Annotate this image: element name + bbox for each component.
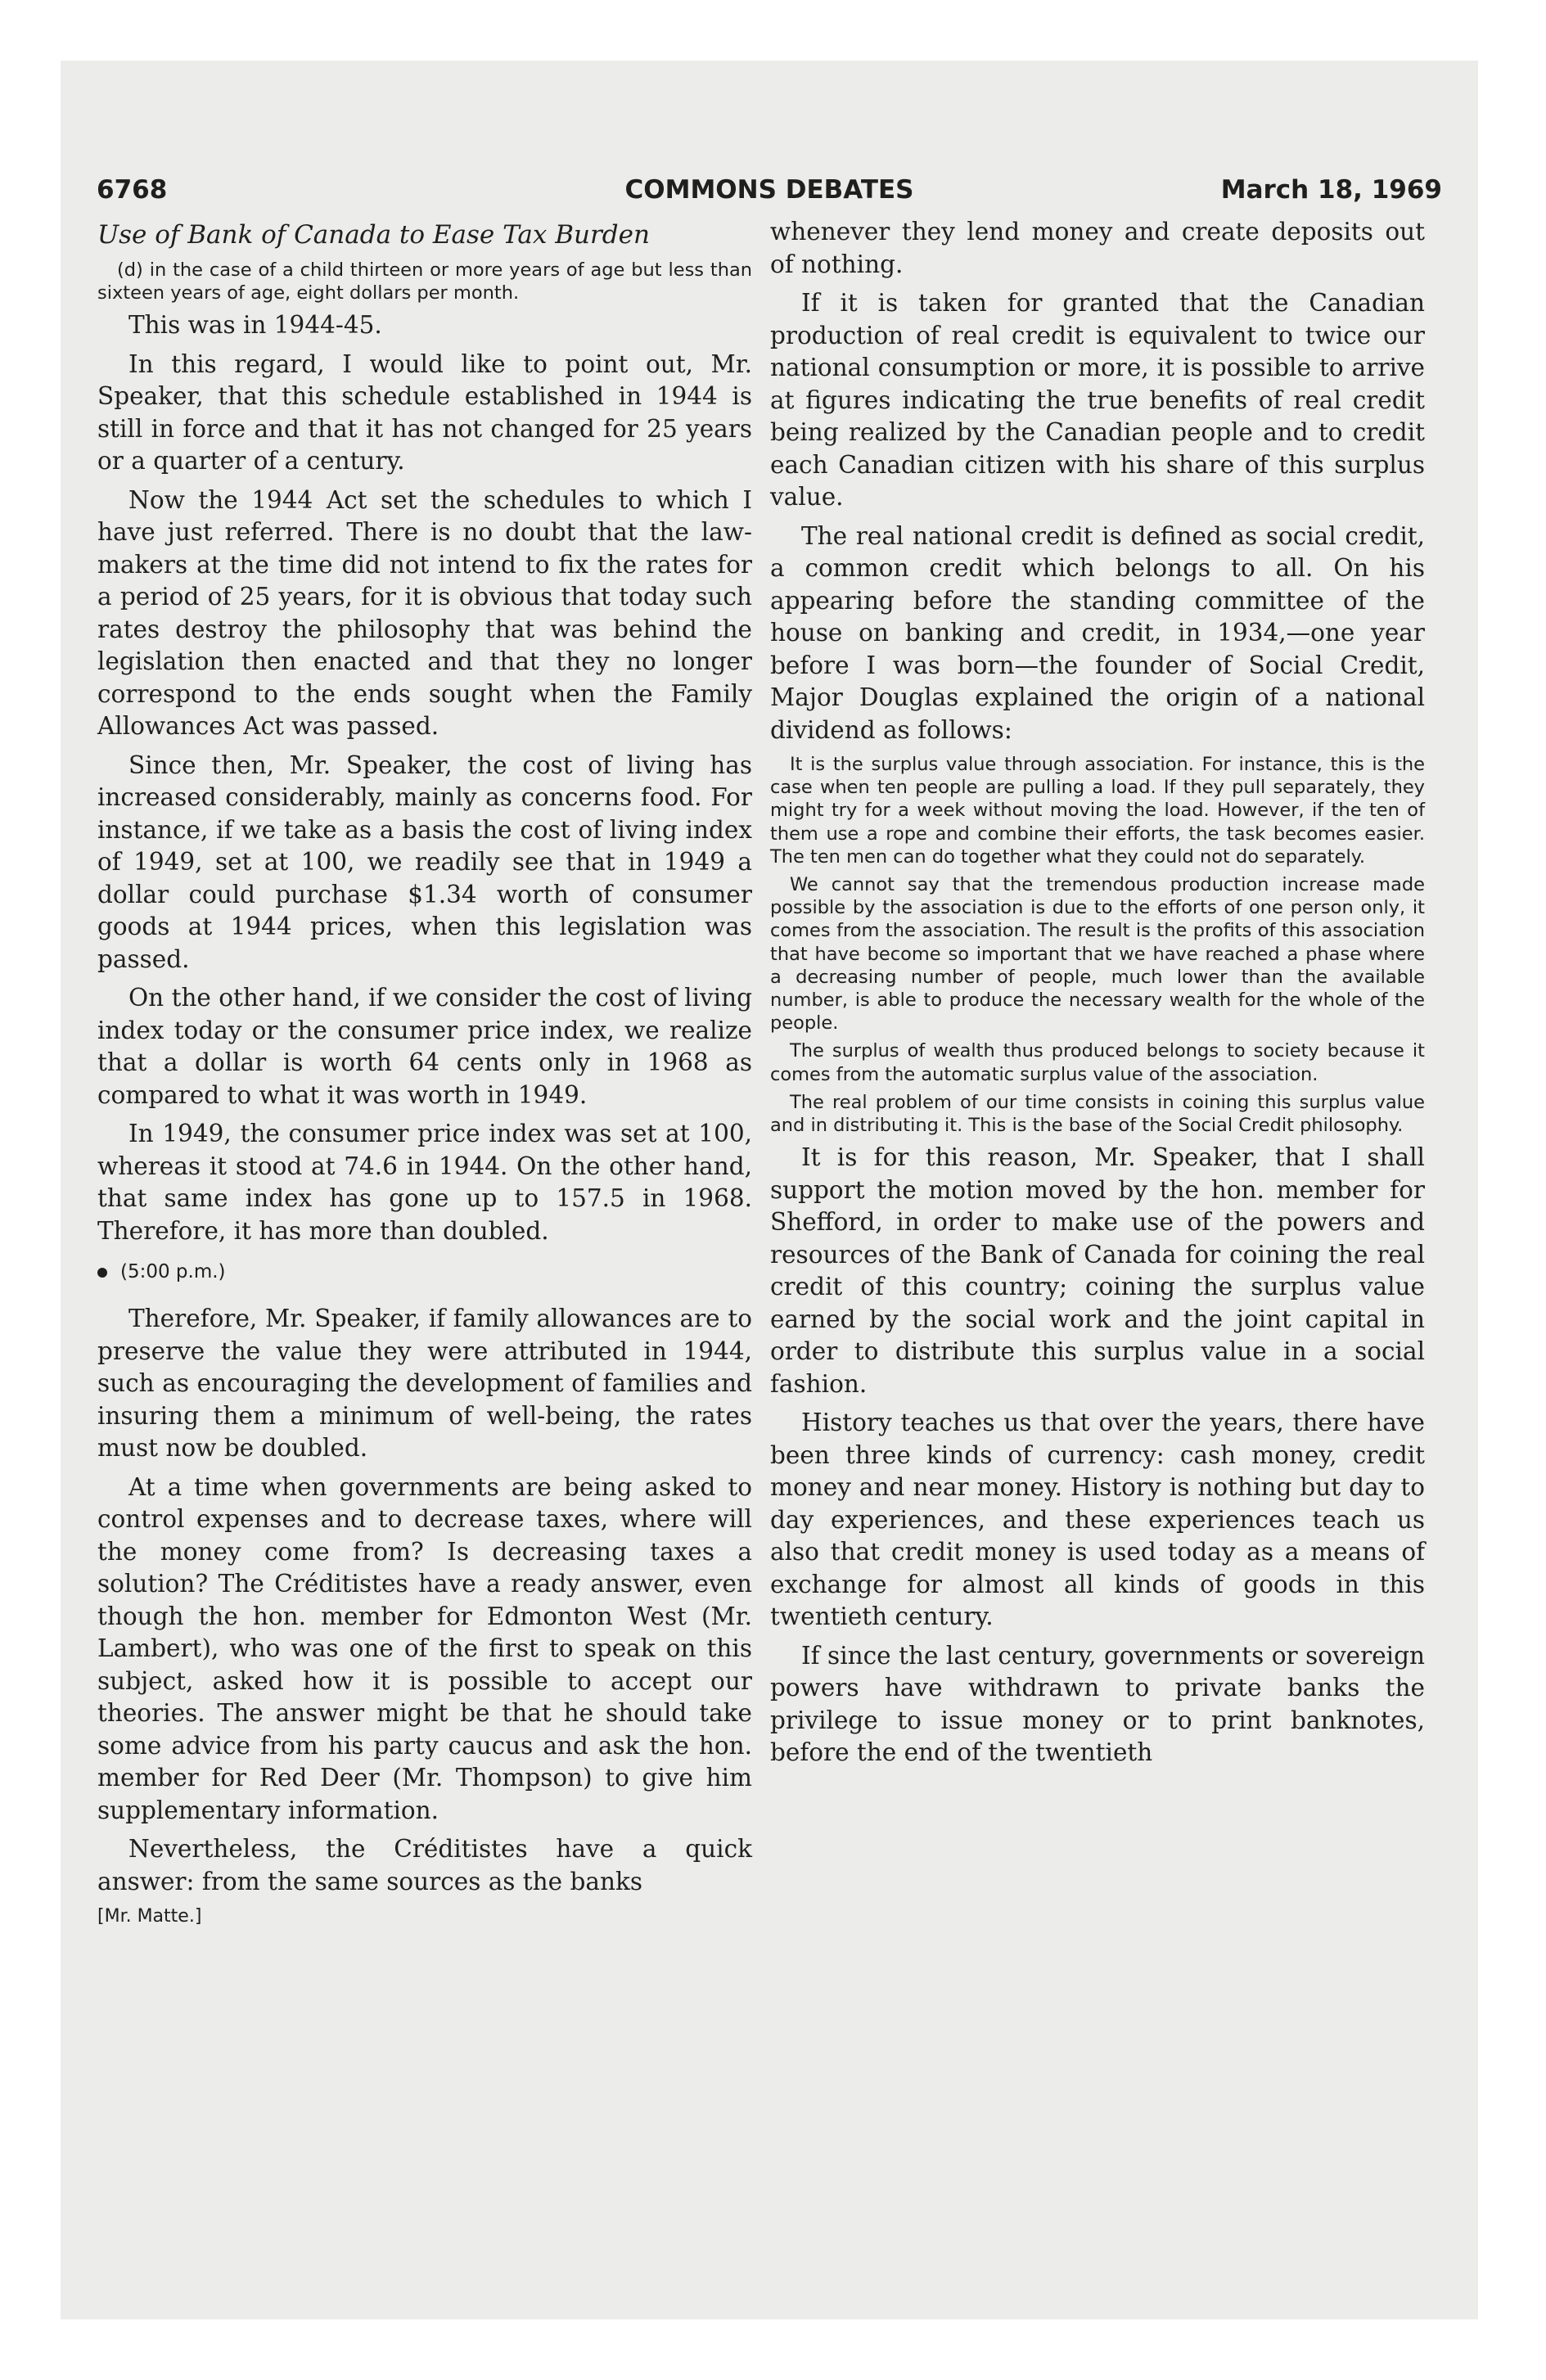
paragraph: If it is taken for granted that the Canadian production of real credit is equivalent to twice our national consumption or more, it is possible to arrive at figures indicating the true benefits of real credit being realized by the Canadian people and to credit each Canadian citizen with his share of this surplus value. bbox=[770, 289, 1425, 511]
speaker-footer: [Mr. Matte.] bbox=[97, 1906, 202, 1927]
paragraph: History teaches us that over the years, there have been three kinds of currency: cash money, credit money and near money. History is nothing but day to day experiences, and these experiences teach us also that credit money is used today as a means of exchange for almost all kinds of goods in this twentieth century. bbox=[770, 1409, 1425, 1631]
paragraph: Now the 1944 Act set the schedules to which I have just referred. There is no doubt that the law-makers at the time did not intend to fix the rates for a period of 25 years, for it is obvious that today such rates destroy the philosophy that was behind the legislation then enacted and that they no longer correspond to the ends sought when the Family Allowances Act was passed. bbox=[97, 485, 752, 741]
quoted-text: The surplus of wealth thus produced belongs to society because it comes from the automatic surplus value of the association. bbox=[770, 1040, 1425, 1085]
page-date: March 18, 1969 bbox=[1220, 175, 1442, 205]
time-stamp: (5:00 p.m.) bbox=[120, 1261, 226, 1283]
paragraph: It is for this reason, Mr. Speaker, that I shall support the motion moved by the hon. member for Shefford, in order to make use of the powers and resources of the Bank of Canada for coining the real credit of this country; coining the surplus value earned by the social work and the joint capital in order to distribute this surplus value in a social fashion. bbox=[770, 1143, 1425, 1398]
paragraph: In 1949, the consumer price index was set at 100, whereas it stood at 74.6 in 1944. On the other hand, that same index has gone up to 157.5 in 1968. Therefore, it has more than doubled. bbox=[97, 1120, 752, 1245]
left-column bbox=[97, 216, 752, 1927]
paragraph: Nevertheless, the Créditistes have a quick answer: from the same sources as the banks bbox=[97, 1835, 752, 1895]
paragraph: In this regard, I would like to point out, Mr. Speaker, that this schedule established in 1944 is still in force and that it has not changed for 25 years or a quarter of a century. bbox=[97, 349, 752, 476]
paragraph: whenever they lend money and create deposits out of nothing. bbox=[770, 218, 1425, 278]
paragraph: Therefore, Mr. Speaker, if family allowances are to preserve the value they were attributed in 1944, such as encouraging the development of families and insuring them a minimum of well-being, the rates must now be doubled. bbox=[97, 1305, 752, 1463]
quoted-text: (d) in the case of a child thirteen or more years of age but less than sixteen years of age, eight dollars per month. bbox=[97, 259, 752, 304]
publication-title: COMMONS DEBATES bbox=[624, 175, 914, 205]
paragraph: The real national credit is defined as social credit, a common credit which belongs to all. On his appearing before the standing committee of the house on banking and credit, in 1934,—one year before I was born—the founder of Social Credit, Major Douglas explained the origin of a national dividend as follows: bbox=[770, 521, 1425, 744]
page-number: 6768 bbox=[97, 175, 168, 205]
paragraph: If since the last century, governments or sovereign powers have withdrawn to private banks the privilege to issue money or to print banknotes, before the end of the twentieth bbox=[770, 1641, 1425, 1767]
time-marker bbox=[97, 1255, 752, 1288]
page-sheet bbox=[61, 61, 1478, 2319]
quoted-text: We cannot say that the tremendous production increase made possible by the association is due to the efforts of one person only, it comes from the association. The result is the profits of this association that have become so important that we have reached a phase where a decreasing number of people, much lower than the available number, is able to produce the necessary wealth for the whole of the people. bbox=[770, 874, 1425, 1034]
right-column bbox=[770, 216, 1425, 1776]
quoted-text: The real problem of our time consists in coining this surplus value and in distributing it. This is the base of the Social Credit philosophy. bbox=[770, 1091, 1425, 1137]
bullet-icon bbox=[97, 1268, 107, 1278]
paragraph: This was in 1944-45. bbox=[128, 311, 382, 340]
page-header bbox=[97, 175, 1442, 216]
paragraph: On the other hand, if we consider the cost of living index today or the consumer price index, we realize that a dollar is worth 64 cents only in 1968 as compared to what it was worth in 1949. bbox=[97, 984, 752, 1109]
paragraph: At a time when governments are being asked to control expenses and to decrease taxes, where will the money come from? Is decreasing taxes a solution? The Créditistes have a ready answer, even though the hon. member for Edmonton West (Mr. Lambert), who was one of the first to speak on this subject, asked how it is possible to accept our theories. The answer might be that he should take some advice from his party caucus and ask the hon. member for Red Deer (Mr. Thompson) to give him supplementary information. bbox=[97, 1472, 752, 1824]
quoted-text: It is the surplus value through association. For instance, this is the case when ten people are pulling a load. If they pull separately, they might try for a week without moving the load. However, if the ten of them use a rope and combine their efforts, the task becomes easier. The ten men can do together what they could not do separately. bbox=[770, 754, 1425, 868]
section-subheading: Use of Bank of Canada to Ease Tax Burden bbox=[97, 220, 650, 250]
paragraph: Since then, Mr. Speaker, the cost of living has increased considerably, mainly as concerns food. For instance, if we take as a basis the cost of living index of 1949, set at 100, we readily see that in 1949 a dollar could purchase $1.34 worth of consumer goods at 1944 prices, when this legislation was passed. bbox=[97, 751, 752, 973]
